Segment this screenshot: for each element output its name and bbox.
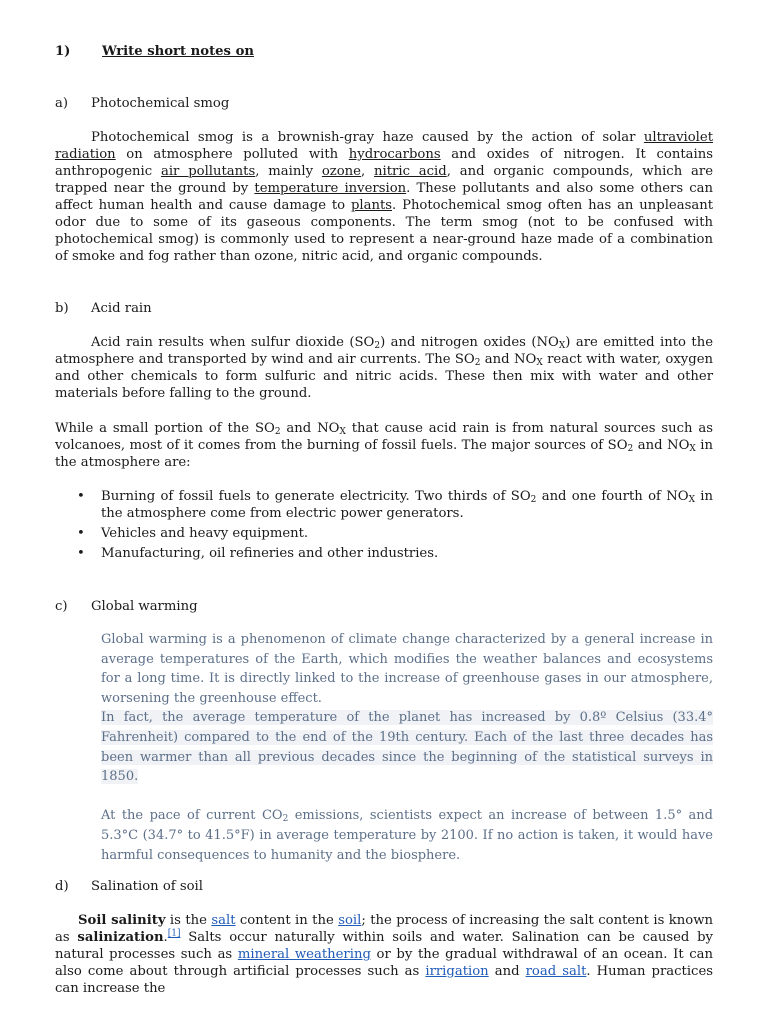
acid-rain-sources-list <box>55 488 713 565</box>
section-label: d) <box>55 879 69 894</box>
link-soil[interactable]: soil <box>338 913 362 928</box>
bullet-icon: • <box>77 546 85 561</box>
link-mineral-weathering[interactable]: mineral weathering <box>237 947 371 962</box>
heading-number: 1) <box>55 44 71 59</box>
link-ultraviolet-radiation[interactable]: ultraviolet radiation <box>55 130 713 162</box>
bullet-icon: • <box>77 526 85 541</box>
section-label: a) <box>55 96 69 111</box>
link-plants[interactable]: plants <box>350 198 393 213</box>
heading-title: Write short notes on <box>102 44 254 59</box>
section-label: c) <box>55 599 68 614</box>
section-label: b) <box>55 301 69 316</box>
link-temperature-inversion[interactable]: temperature inversion <box>254 181 407 196</box>
section-a-heading <box>55 95 713 112</box>
footnote-ref-1[interactable]: [1] <box>167 928 181 939</box>
section-title: Salination of soil <box>91 879 203 894</box>
link-air-pollutants[interactable]: air pollutants <box>160 164 256 179</box>
section-d-heading <box>55 878 713 895</box>
section-b-heading <box>55 300 713 317</box>
global-warming-paragraph-1: Global warming is a phenomenon of climate change characterized by a general increase in average temperatures of the Earth, which modifies the weather balances and ecosystems for a long time. It is directly linked to the increase of greenhouse gases in our atmosphere, worsening the greenhouse effect. <box>101 632 713 706</box>
bullet-icon: • <box>77 489 85 504</box>
section-title: Acid rain <box>91 301 152 316</box>
link-irrigation[interactable]: irrigation <box>425 964 489 979</box>
smog-paragraph: Photochemical smog is a brownish-gray haze caused by the action of solar ultraviolet radiation on atmosphere polluted with hydrocarbons and oxides of nitrogen. It contains anthropogenic air pollutants, mainly ozone, nitric acid, and organic compounds, which are trapped near the ground by temperature inversion. These pollutants and also some others can affect human health and cause damage to plants. Photochemical smog often has an unpleasant odor due to some of its gaseous components. The term smog (not to be confused with photochemical smog) is commonly used to represent a near-ground haze made of a combination of smoke and fog rather than ozone, nitric acid, and organic compounds. <box>55 130 714 264</box>
link-ozone[interactable]: ozone <box>321 164 361 179</box>
main-heading <box>55 43 713 60</box>
acid-rain-paragraph-1: Acid rain results when sulfur dioxide $(SO_2)$ and nitrogen oxides $(NO_X)$ are emitted into the atmosphere and transported by wind and air currents. The $SO_2$ and $NO_X$ react with water, oxygen and other chemicals to form sulfuric and nitric acids. These then mix with water and other materials before falling to the ground. <box>55 335 713 401</box>
link-nitric-acid[interactable]: nitric acid <box>374 164 447 179</box>
section-title: Photochemical smog <box>91 96 230 111</box>
link-road-salt[interactable]: road salt <box>525 964 587 979</box>
link-hydrocarbons[interactable]: hydrocarbons <box>348 147 441 162</box>
list-item: • Vehicles and heavy equipment. <box>77 526 309 541</box>
list-item: • Manufacturing, oil refineries and other industries. <box>77 546 439 561</box>
list-item: • Burning of fossil fuels to generate electricity. Two thirds of $SO_2$ and one fourth of $NO_X$ in the atmosphere come from electric power generators. <box>77 489 714 521</box>
global-warming-paragraph-3: At the pace of current $CO_2$ emissions, scientists expect an increase of between 1.5° and 5.3°C (34.7° to 41.5°F) in average temperature by 2100. If no action is taken, it would have harmful consequences to humanity and the biosphere. <box>101 808 713 863</box>
global-warming-paragraph-2: In fact, the average temperature of the planet has increased by 0.8º Celsius (33.4° Fahrenheit) compared to the end of the 19th century. Each of the last three decades has been warmer than all previous decades since the beginning of the statistical surveys in 1850. <box>101 710 713 785</box>
section-title: Global warming <box>91 599 198 614</box>
acid-rain-paragraph-2: While a small portion of the $SO_2$ and $NO_X$ that cause acid rain is from natural sources such as volcanoes, most of it comes from the burning of fossil fuels. The major sources of $SO_2$ and $NO_X$ in the atmosphere are: <box>55 421 714 470</box>
link-salt[interactable]: salt <box>211 913 236 928</box>
section-c-heading <box>55 598 713 615</box>
global-warming-quote <box>101 630 713 865</box>
soil-paragraph: Soil salinity is the salt content in the soil; the process of increasing the salt content is known as salinization.[1] Salts occur naturally within soils and water. Salination can be caused by natural processes such as mineral weathering or by the gradual withdrawal of an ocean. It can also come about through artificial processes such as irrigation and road salt. Human practices can increase the <box>55 913 714 996</box>
